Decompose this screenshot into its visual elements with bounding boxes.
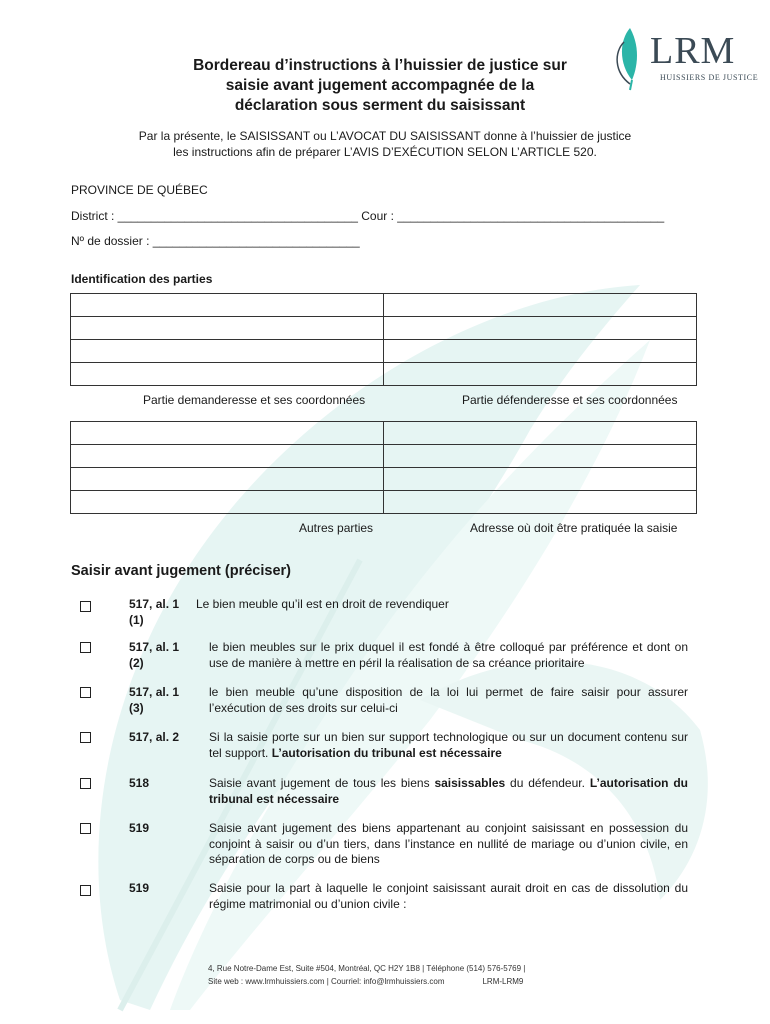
option-text: Saisie pour la part à laquelle le conjoint saisissant aurait droit en cas de dissolution du régime matrimonial ou d’union civile : (209, 881, 688, 911)
footer-address: 4, Rue Notre-Dame Est, Suite #504, Montréal, QC H2Y 1B8 | Téléphone (514) 576-5769 | (208, 964, 526, 973)
option-text (209, 730, 688, 761)
option-text (209, 776, 688, 807)
table-cell[interactable] (384, 468, 697, 491)
logo-text: LRM (650, 30, 736, 72)
option-text: Le bien meuble qu’il est en droit de revendiquer (196, 597, 449, 611)
option-text-bold-b: L’autorisation du tribunal est nécessaire (209, 776, 688, 806)
option-text-bold-a: saisissables (434, 776, 506, 790)
checkbox[interactable] (80, 642, 91, 653)
option-text-plain-b: du défendeur. (510, 776, 585, 790)
checkbox[interactable] (80, 778, 91, 789)
parties-table (70, 293, 697, 386)
saisie-option-7 (78, 881, 698, 915)
saisie-option-2 (78, 640, 698, 674)
article-ref: 517, al. 1 (1) (129, 597, 180, 627)
table-cell[interactable] (384, 491, 697, 514)
article-ref: 517, al. 2 (129, 730, 180, 744)
table-cell[interactable] (384, 445, 697, 468)
title-line-2: saisie avant jugement accompagnée de la (225, 77, 535, 94)
table-cell[interactable] (71, 363, 384, 386)
saisie-option-3 (78, 685, 698, 719)
district-court-field[interactable]: District : ____________________________________ Cour : ________________________________________ (71, 209, 665, 223)
footer-code: LRM-LRM9 (482, 977, 524, 986)
parties-heading: Identification des parties (71, 272, 213, 286)
option-text: le bien meubles sur le prix duquel il est fondé à être colloqué par préférence et dont on use de manière à mettre en péril la réalisation de sa créance prioritaire (209, 640, 688, 670)
table-cell[interactable] (71, 317, 384, 340)
checkbox[interactable] (80, 885, 91, 896)
table-cell[interactable] (71, 468, 384, 491)
article-ref: 519 (129, 821, 150, 835)
article-ref: 517, al. 1 (2) (129, 640, 180, 670)
option-text-plain: Si la saisie porte sur un bien sur support technologique ou sur un document contenu sur tel support. (209, 730, 688, 760)
checkbox[interactable] (80, 823, 91, 834)
table-cell[interactable] (71, 491, 384, 514)
table-cell[interactable] (384, 363, 697, 386)
table-cell[interactable] (384, 294, 697, 317)
caption-autres-parties: Autres parties (299, 521, 374, 535)
checkbox[interactable] (80, 732, 91, 743)
checkbox[interactable] (80, 601, 91, 612)
footer-contact (208, 975, 525, 988)
other-parties-table (70, 421, 697, 514)
intro-paragraph (80, 128, 690, 160)
table-cell[interactable] (384, 317, 697, 340)
title-line-3: déclaration sous serment du saisissant (234, 97, 526, 114)
option-text: Saisie avant jugement des biens appartenant au conjoint saisissant en possession du conjoint à saisir ou d’un tiers, dans l’instance en nullité de mariage ou d’union civile, en séparation de corps ou de biens (209, 821, 688, 866)
table-cell[interactable] (71, 294, 384, 317)
table-cell[interactable] (71, 340, 384, 363)
intro-line-1: Par la présente, le SAISISSANT ou L’AVOCAT DU SAISISSANT donne à l’huissier de justice (138, 129, 632, 143)
caption-defenderesse: Partie défenderesse et ses coordonnées (462, 393, 678, 407)
saisie-option-4 (78, 730, 698, 764)
table-cell[interactable] (384, 340, 697, 363)
intro-line-2: les instructions afin de préparer L’AVIS D’EXÉCUTION SELON L’ARTICLE 520. (173, 145, 597, 159)
document-title (160, 56, 600, 116)
saisie-option-6 (78, 821, 698, 871)
footer-web-email: Site web : www.lrmhuissiers.com | Courriel: info@lrmhuissiers.com (208, 977, 445, 986)
caption-adresse-saisie: Adresse où doit être pratiquée la saisie (470, 521, 678, 535)
table-cell[interactable] (71, 422, 384, 445)
option-text-plain-a: Saisie avant jugement de tous les biens (209, 776, 430, 790)
footer (208, 962, 525, 988)
caption-demanderesse: Partie demanderesse et ses coordonnées (143, 393, 366, 407)
article-ref: 519 (129, 881, 150, 895)
logo-subtext: HUISSIERS DE JUSTICE (660, 73, 759, 82)
checkbox[interactable] (80, 687, 91, 698)
dossier-number-field[interactable]: Nº de dossier : _______________________________ (71, 234, 360, 248)
feather-logo-icon (622, 28, 637, 80)
saisie-option-1 (78, 597, 698, 631)
saisie-option-5 (78, 776, 698, 810)
option-text-bold: L’autorisation du tribunal est nécessaire (271, 745, 502, 760)
table-cell[interactable] (384, 422, 697, 445)
table-cell[interactable] (71, 445, 384, 468)
province-label: PROVINCE DE QUÉBEC (71, 183, 208, 197)
option-text: le bien meuble qu’une disposition de la loi lui permet de faire saisir pour assurer l’exécution de ses droits sur celui-ci (209, 685, 688, 715)
saisir-heading: Saisir avant jugement (préciser) (71, 563, 291, 579)
title-line-1: Bordereau d’instructions à l’huissier de justice sur (193, 57, 567, 74)
article-ref: 517, al. 1 (3) (129, 685, 180, 715)
article-ref: 518 (129, 776, 150, 790)
